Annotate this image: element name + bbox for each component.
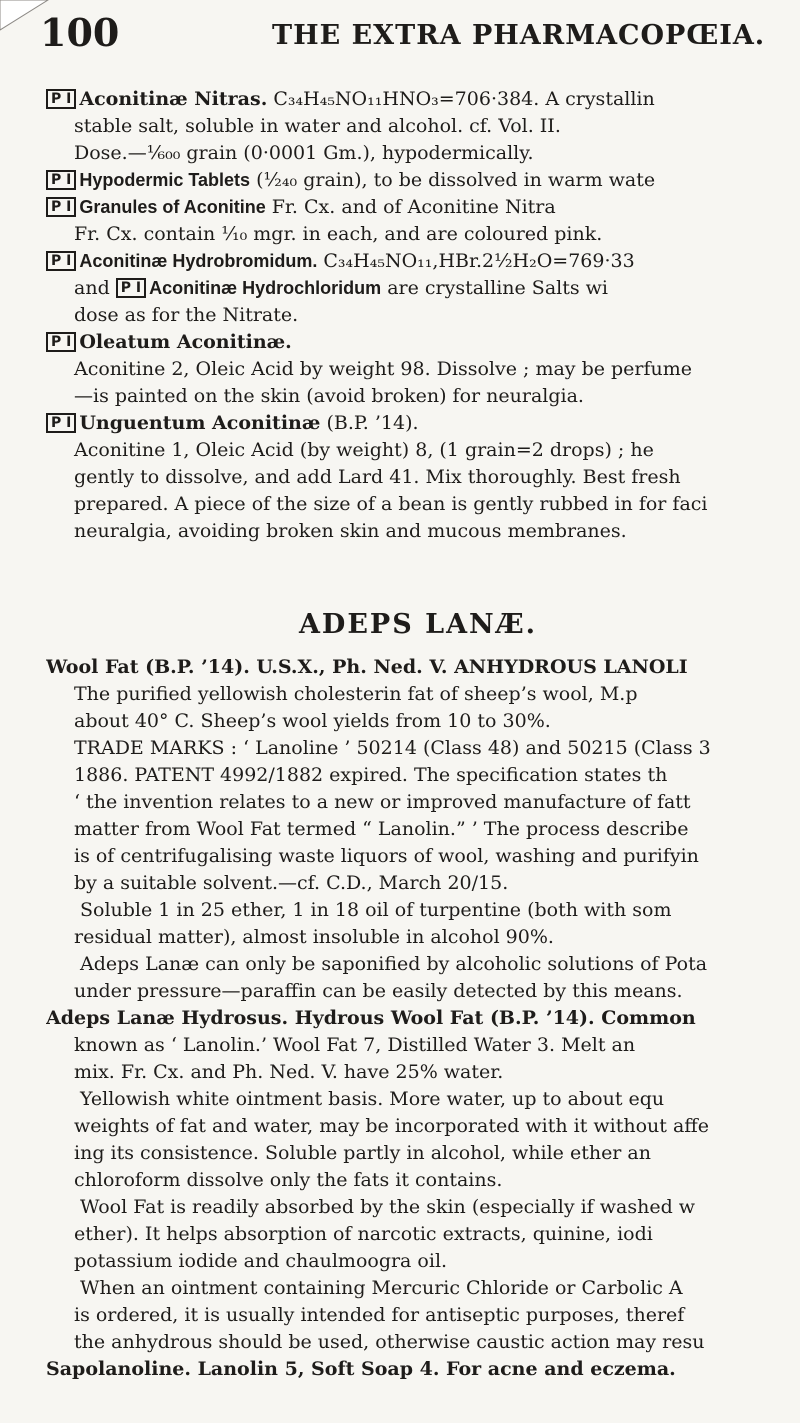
section-line: TRADE MARKS : ‘ Lanoline ’ 50214 (Class 48) and 50215 (Class 3 bbox=[74, 737, 711, 759]
entry-hypodermic-tablets bbox=[46, 167, 790, 194]
section-line: The purified yellowish cholesterin fat of sheep’s wool, M.p bbox=[74, 683, 638, 705]
entry-aconitinae-nitras bbox=[46, 86, 790, 167]
section-heading: ADEPS LANÆ. bbox=[298, 609, 538, 640]
entry-oleatum bbox=[46, 329, 790, 410]
chemical-formula: C₃₄H₄₅NO₁₁,HBr.2½H₂O=769·33 bbox=[323, 250, 635, 272]
entry-unguentum bbox=[46, 410, 790, 545]
entry-line: prepared. A piece of the size of a bean is gently rubbed in for faci bbox=[74, 493, 708, 515]
entry-line: —is painted on the skin (avoid broken) for neuralgia. bbox=[74, 385, 584, 407]
pharmacopoeia-badge: P I bbox=[46, 332, 76, 352]
pharmacopoeia-badge: P I bbox=[46, 197, 76, 217]
section-line: When an ointment containing Mercuric Chloride or Carbolic A bbox=[80, 1277, 683, 1299]
entry-title: Hypodermic Tablets bbox=[79, 170, 251, 190]
page-header bbox=[40, 10, 780, 70]
section-line: ing its consistence. Soluble partly in alcohol, while ether an bbox=[74, 1142, 651, 1164]
entry-line: Aconitine 1, Oleic Acid (by weight) 8, (1 grain=2 drops) ; he bbox=[74, 439, 654, 461]
section-line: 1886. PATENT 4992/1882 expired. The specification states th bbox=[74, 764, 668, 786]
entry-title: Oleatum Aconitinæ. bbox=[79, 331, 292, 353]
pharmacopoeia-badge: P I bbox=[116, 278, 146, 298]
entry-line: gently to dissolve, and add Lard 41. Mix thoroughly. Best fresh bbox=[74, 466, 681, 488]
section-adeps-lanae bbox=[46, 654, 790, 1383]
entry-text: A crystallin bbox=[545, 88, 655, 110]
section-line: about 40° C. Sheep’s wool yields from 10 to 30%. bbox=[74, 710, 551, 732]
section-line: matter from Wool Fat termed “ Lanolin.” ’ The process describe bbox=[74, 818, 689, 840]
entry-line: neuralgia, avoiding broken skin and mucous membranes. bbox=[74, 520, 627, 542]
entry-line: dose as for the Nitrate. bbox=[74, 304, 299, 326]
entry-title: Aconitinæ Nitras. bbox=[79, 88, 268, 110]
section-line: mix. Fr. Cx. and Ph. Ned. V. have 25% water. bbox=[74, 1061, 504, 1083]
section-line: known as ‘ Lanolin.’ Wool Fat 7, Distilled Water 3. Melt an bbox=[74, 1034, 636, 1056]
section-line: Yellowish white ointment basis. More water, up to about equ bbox=[80, 1088, 665, 1110]
section-line: is ordered, it is usually intended for antiseptic purposes, theref bbox=[74, 1304, 685, 1326]
section-line: weights of fat and water, may be incorporated with it without affe bbox=[74, 1115, 710, 1137]
entry-text: (¹⁄₂₄₀ grain), to be dissolved in warm wate bbox=[256, 169, 656, 191]
pharmacopoeia-badge: P I bbox=[46, 170, 76, 190]
section-line: ‘ the invention relates to a new or improved manufacture of fatt bbox=[74, 791, 691, 813]
section-line: chloroform dissolve only the fats it contains. bbox=[74, 1169, 503, 1191]
section-line: residual matter), almost insoluble in alcohol 90%. bbox=[74, 926, 554, 948]
entry-line: Fr. Cx. contain ¹⁄₁₀ mgr. in each, and are coloured pink. bbox=[74, 223, 603, 245]
section-line: is of centrifugalising waste liquors of wool, washing and purifyin bbox=[74, 845, 699, 867]
entry-text: Fr. Cx. and of Aconitine Nitra bbox=[271, 196, 556, 218]
entry-title: Unguentum Aconitinæ bbox=[79, 412, 321, 434]
section-line: Adeps Lanæ can only be saponified by alcoholic solutions of Pota bbox=[80, 953, 708, 975]
entry-title: Aconitinæ Hydrochloridum bbox=[149, 278, 382, 298]
section-line: the anhydrous should be used, otherwise caustic action may resu bbox=[74, 1331, 705, 1353]
section-line: Wool Fat is readily absorbed by the skin (especially if washed w bbox=[80, 1196, 696, 1218]
section-line: Wool Fat (B.P. ’14). U.S.X., Ph. Ned. V. ANHYDROUS LANOLI bbox=[46, 656, 688, 678]
entry-granules bbox=[46, 194, 790, 248]
section-line: Soluble 1 in 25 ether, 1 in 18 oil of turpentine (both with som bbox=[80, 899, 672, 921]
pharmacopoeia-badge: P I bbox=[46, 251, 76, 271]
chemical-formula: C₃₄H₄₅NO₁₁HNO₃=706·384. bbox=[273, 88, 540, 110]
entry-text: and bbox=[74, 277, 110, 299]
entry-title: Aconitinæ Hydrobromidum. bbox=[79, 251, 318, 271]
entry-title: Granules of Aconitine bbox=[79, 197, 266, 217]
entry-hydrobromidum bbox=[46, 248, 790, 329]
running-title: THE EXTRA PHARMACOPŒIA. bbox=[272, 20, 766, 51]
entry-line: stable salt, soluble in water and alcohol. cf. Vol. II. bbox=[74, 115, 561, 137]
section-line: ether). It helps absorption of narcotic extracts, quinine, iodi bbox=[74, 1223, 653, 1245]
entry-line: Aconitine 2, Oleic Acid by weight 98. Dissolve ; may be perfume bbox=[74, 358, 693, 380]
section-line: potassium iodide and chaulmoogra oil. bbox=[74, 1250, 448, 1272]
entry-text: are crystalline Salts wi bbox=[387, 277, 608, 299]
entry-reference: (B.P. ’14). bbox=[326, 412, 419, 434]
section-line: by a suitable solvent.—cf. C.D., March 20/15. bbox=[74, 872, 509, 894]
section-line: Adeps Lanæ Hydrosus. Hydrous Wool Fat (B.P. ’14). Common bbox=[46, 1007, 696, 1029]
page-content bbox=[46, 86, 790, 1383]
section-line: Sapolanoline. Lanolin 5, Soft Soap 4. For acne and eczema. bbox=[46, 1358, 676, 1380]
pharmacopoeia-badge: P I bbox=[46, 413, 76, 433]
entry-line: Dose.—¹⁄₆₀₀ grain (0·0001 Gm.), hypodermically. bbox=[74, 142, 534, 164]
pharmacopoeia-badge: P I bbox=[46, 89, 76, 109]
section-line: under pressure—paraffin can be easily detected by this means. bbox=[74, 980, 683, 1002]
page-number: 100 bbox=[40, 10, 120, 55]
